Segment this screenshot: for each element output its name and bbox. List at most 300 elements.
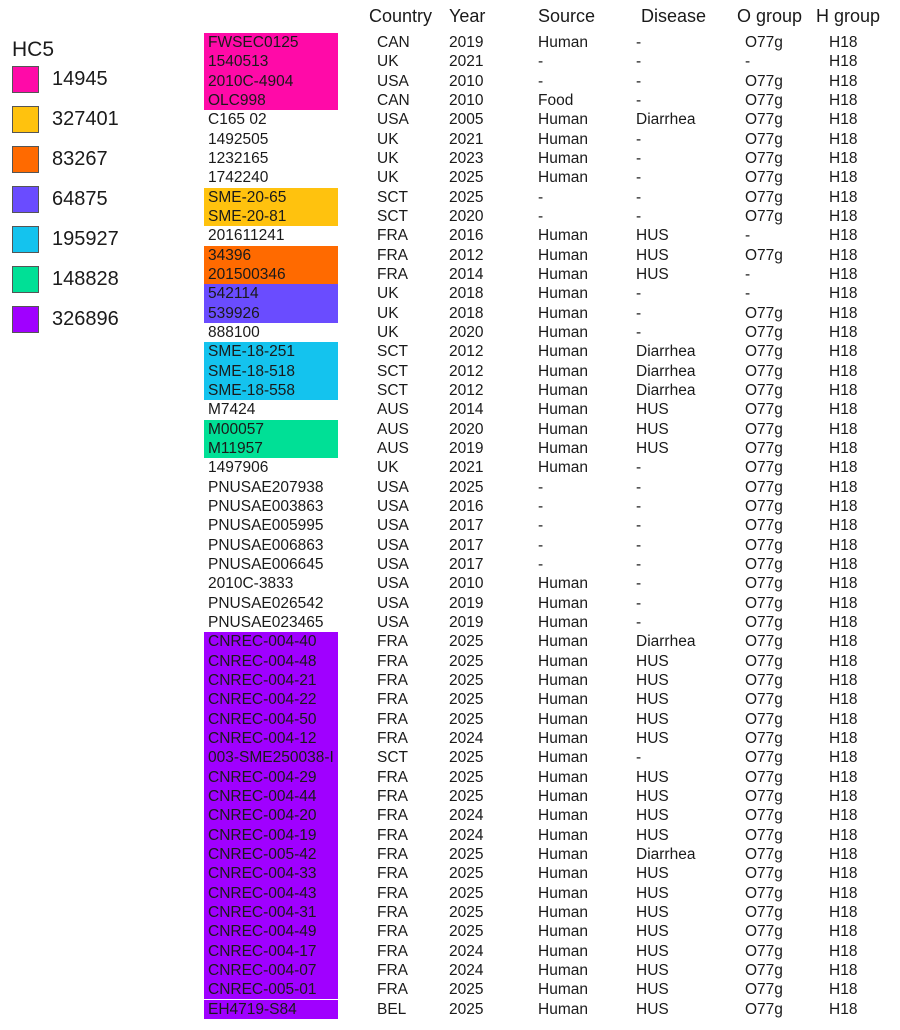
cell-hgroup: H18 [829,478,858,496]
cell-country: FRA [377,633,408,651]
table-row [0,72,900,91]
cell-source: Human [538,981,588,999]
cell-strain: CNREC-004-43 [204,884,338,903]
cell-disease: - [636,207,642,225]
table-row [0,149,900,168]
table-row [0,168,900,187]
cell-ogroup: O77g [745,613,783,631]
cell-source: Human [538,459,588,477]
cell-strain: 1492505 [208,130,269,148]
cell-disease: HUS [636,710,669,728]
cell-year: 2023 [449,149,484,167]
cell-country: USA [377,497,409,515]
cell-source: Human [538,265,588,283]
cell-source: Human [538,807,588,825]
cell-year: 2020 [449,207,484,225]
cell-hgroup: H18 [829,34,858,51]
table-row [0,226,900,245]
cell-strain: CNREC-004-20 [204,806,338,825]
table-row [0,516,900,535]
cell-source: - [538,555,544,573]
cell-strain: CNREC-004-22 [204,690,338,709]
cell-hgroup: H18 [829,439,858,457]
table-row [0,381,900,400]
table-row [0,265,900,284]
cell-source: Human [538,903,588,921]
cell-source: Human [538,401,588,419]
table-row [0,555,900,574]
legend-label: 83267 [52,148,108,170]
cell-country: USA [377,594,409,612]
cell-source: Human [538,729,588,747]
cell-ogroup: O77g [745,787,783,805]
cell-strain: PNUSAE023465 [208,613,324,631]
cell-strain: CNREC-004-48 [204,652,338,671]
cell-country: CAN [377,91,410,109]
cell-strain: CNREC-004-49 [204,922,338,941]
cell-strain: 1742240 [208,169,269,187]
cell-ogroup: O77g [745,362,783,380]
cell-source: - [538,207,544,225]
cell-ogroup: O77g [745,903,783,921]
cell-country: BEL [377,1000,407,1018]
table-row [0,420,900,439]
cell-country: FRA [377,884,408,902]
cell-hgroup: H18 [829,149,858,167]
cell-year: 2025 [449,787,484,805]
cell-hgroup: H18 [829,575,858,593]
cell-source: Human [538,246,588,264]
table-row [0,458,900,477]
cell-source: Human [538,420,588,438]
cell-year: 2024 [449,826,484,844]
cell-year: 2025 [449,169,484,187]
cell-country: FRA [377,671,408,689]
cell-hgroup: H18 [829,401,858,419]
cell-disease: - [636,149,642,167]
table-row [0,594,900,613]
cell-year: 2019 [449,439,484,457]
cell-year: 2012 [449,362,484,380]
legend-label: 327401 [52,108,119,130]
cell-hgroup: H18 [829,227,858,245]
header-source: Source [538,6,596,26]
cell-hgroup: H18 [829,884,858,902]
cell-disease: - [636,91,642,109]
cell-country: FRA [377,961,408,979]
cell-strain: CNREC-004-33 [204,864,338,883]
cell-country: FRA [377,807,408,825]
cell-year: 2020 [449,323,484,341]
cell-disease: Diarrhea [636,381,696,399]
cell-year: 2012 [449,381,484,399]
cell-hgroup: H18 [829,826,858,844]
cell-source: Human [538,130,588,148]
cell-strain: 539926 [204,304,338,323]
cell-country: UK [377,323,399,341]
cell-source: Human [538,227,588,245]
cell-source: Human [538,768,588,786]
cell-source: Human [538,285,588,303]
cell-source: Human [538,1000,588,1018]
cell-hgroup: H18 [829,169,858,187]
table-row [0,574,900,593]
cell-year: 2025 [449,981,484,999]
cell-ogroup: O77g [745,246,783,264]
cell-year: 2016 [449,497,484,515]
cell-ogroup: O77g [745,188,783,206]
cell-strain: CNREC-004-19 [204,826,338,845]
table-row [0,980,900,999]
cell-country: USA [377,575,409,593]
cell-hgroup: H18 [829,652,858,670]
cell-disease: HUS [636,923,669,941]
cell-ogroup: O77g [745,304,783,322]
cell-ogroup: O77g [745,91,783,109]
cell-disease: - [636,304,642,322]
cell-hgroup: H18 [829,536,858,554]
header-disease: Disease [641,6,707,26]
cell-disease: - [636,323,642,341]
header-country: Country [369,6,433,26]
cell-hgroup: H18 [829,323,858,341]
legend-label: 148828 [52,268,119,290]
cell-strain: 34396 [204,246,338,265]
cell-source: Human [538,787,588,805]
cell-strain: PNUSAE026542 [208,594,324,612]
cell-source: Human [538,826,588,844]
cell-country: FRA [377,845,408,863]
cell-source: Human [538,149,588,167]
cell-country: UK [377,304,399,322]
cell-hgroup: H18 [829,981,858,999]
cell-year: 2025 [449,845,484,863]
cell-ogroup: O77g [745,768,783,786]
cell-strain: C165 02 [208,111,267,129]
cell-strain: 1232165 [208,149,269,167]
table-row [0,439,900,458]
cell-disease: HUS [636,961,669,979]
cell-disease: HUS [636,826,669,844]
cell-year: 2021 [449,53,484,71]
cell-year: 2024 [449,807,484,825]
cell-source: - [538,536,544,554]
cell-country: SCT [377,749,408,767]
cell-disease: HUS [636,787,669,805]
cell-country: UK [377,169,399,187]
cell-disease: Diarrhea [636,343,696,361]
table-row [0,710,900,729]
cell-ogroup: O77g [745,884,783,902]
cell-ogroup: O77g [745,169,783,187]
cell-country: USA [377,555,409,573]
cell-disease: HUS [636,1000,669,1018]
cell-source: Human [538,710,588,728]
cell-strain: M11957 [204,439,338,458]
cell-year: 2019 [449,34,484,51]
cell-ogroup: O77g [745,323,783,341]
cell-disease: - [636,478,642,496]
cell-source: Food [538,91,574,109]
cell-disease: - [636,497,642,515]
cell-strain: CNREC-004-29 [204,768,338,787]
cell-strain: SME-18-558 [204,381,338,400]
cell-country: AUS [377,439,409,457]
cell-country: UK [377,285,399,303]
cell-ogroup: - [745,285,751,303]
cell-ogroup: O77g [745,671,783,689]
cell-hgroup: H18 [829,285,858,303]
cell-year: 2025 [449,633,484,651]
cell-ogroup: O77g [745,420,783,438]
cell-hgroup: H18 [829,91,858,109]
cell-year: 2017 [449,555,484,573]
cell-ogroup: O77g [745,478,783,496]
cell-hgroup: H18 [829,362,858,380]
cell-country: FRA [377,768,408,786]
cell-hgroup: H18 [829,594,858,612]
cell-disease: HUS [636,768,669,786]
cell-country: SCT [377,362,408,380]
cell-strain: CNREC-004-40 [204,632,338,651]
cell-country: FRA [377,265,408,283]
cell-year: 2025 [449,884,484,902]
table-row [0,652,900,671]
cell-ogroup: O77g [745,72,783,90]
cell-hgroup: H18 [829,517,858,535]
cell-strain: CNREC-004-12 [204,729,338,748]
cell-disease: - [636,188,642,206]
table-row [0,922,900,941]
cell-year: 2012 [449,343,484,361]
cell-ogroup: O77g [745,439,783,457]
cell-source: - [538,517,544,535]
cell-hgroup: H18 [829,381,858,399]
cell-ogroup: O77g [745,845,783,863]
cell-year: 2018 [449,304,484,322]
table-row [0,729,900,748]
cell-strain: 1497906 [208,459,269,477]
cell-source: Human [538,633,588,651]
cell-year: 2025 [449,923,484,941]
cell-disease: - [636,53,642,71]
cell-year: 2025 [449,749,484,767]
cell-disease: - [636,517,642,535]
cell-strain: CNREC-004-07 [204,961,338,980]
cell-year: 2021 [449,130,484,148]
table-row [0,845,900,864]
cell-disease: - [636,594,642,612]
cell-year: 2025 [449,478,484,496]
cell-country: USA [377,72,409,90]
cell-year: 2005 [449,111,484,129]
cell-disease: - [636,169,642,187]
cell-country: FRA [377,923,408,941]
cell-disease: HUS [636,942,669,960]
cell-hgroup: H18 [829,749,858,767]
cell-hgroup: H18 [829,188,858,206]
table-row [0,207,900,226]
cell-strain: SME-20-81 [204,207,338,226]
cell-disease: - [636,749,642,767]
cell-strain: M00057 [204,420,338,439]
cell-year: 2025 [449,903,484,921]
header-year: Year [449,6,486,26]
cell-hgroup: H18 [829,961,858,979]
cell-hgroup: H18 [829,865,858,883]
table-header [0,6,900,30]
cell-ogroup: O77g [745,729,783,747]
cell-source: Human [538,304,588,322]
cell-hgroup: H18 [829,729,858,747]
table-row [0,33,900,52]
cell-year: 2012 [449,246,484,264]
cell-country: FRA [377,942,408,960]
cell-disease: HUS [636,246,669,264]
cell-year: 2020 [449,420,484,438]
cell-disease: HUS [636,903,669,921]
cell-source: Human [538,923,588,941]
cell-source: Human [538,575,588,593]
cell-year: 2017 [449,536,484,554]
cell-disease: HUS [636,401,669,419]
table-row [0,942,900,961]
cell-hgroup: H18 [829,207,858,225]
cell-hgroup: H18 [829,710,858,728]
cell-country: SCT [377,343,408,361]
cell-country: AUS [377,401,409,419]
cell-country: FRA [377,903,408,921]
cell-hgroup: H18 [829,903,858,921]
cell-hgroup: H18 [829,845,858,863]
cell-strain: CNREC-005-42 [204,845,338,864]
cell-ogroup: O77g [745,749,783,767]
cell-disease: HUS [636,671,669,689]
cell-ogroup: O77g [745,381,783,399]
table-row [0,188,900,207]
table-row [0,497,900,516]
cell-disease: - [636,536,642,554]
table-row [0,787,900,806]
cell-hgroup: H18 [829,497,858,515]
cell-source: Human [538,845,588,863]
cell-hgroup: H18 [829,633,858,651]
cell-year: 2014 [449,265,484,283]
cell-hgroup: H18 [829,671,858,689]
cell-hgroup: H18 [829,72,858,90]
cell-year: 2019 [449,594,484,612]
cell-country: FRA [377,981,408,999]
cell-ogroup: O77g [745,536,783,554]
cell-ogroup: O77g [745,130,783,148]
cell-ogroup: O77g [745,710,783,728]
cell-year: 2025 [449,710,484,728]
cell-hgroup: H18 [829,420,858,438]
cell-source: Human [538,942,588,960]
cell-ogroup: O77g [745,497,783,515]
cell-strain: PNUSAE006863 [208,536,324,554]
cell-hgroup: H18 [829,343,858,361]
cell-ogroup: O77g [745,691,783,709]
table-row [0,91,900,110]
table-row [0,362,900,381]
table-row [0,748,900,767]
cell-disease: Diarrhea [636,362,696,380]
cell-ogroup: O77g [745,34,783,51]
cell-ogroup: O77g [745,575,783,593]
cell-disease: - [636,555,642,573]
cell-year: 2025 [449,188,484,206]
table-row [0,323,900,342]
cell-source: Human [538,594,588,612]
cell-disease: HUS [636,420,669,438]
cell-source: - [538,478,544,496]
table-row [0,884,900,903]
cell-strain: 201611241 [208,227,285,245]
cell-source: Human [538,652,588,670]
cell-strain: PNUSAE005995 [208,517,324,535]
cell-strain: 888100 [208,323,260,341]
table-row [0,613,900,632]
cell-country: FRA [377,710,408,728]
cell-strain: CNREC-004-21 [204,671,338,690]
cell-year: 2021 [449,459,484,477]
cell-country: FRA [377,865,408,883]
cell-disease: HUS [636,691,669,709]
cell-ogroup: O77g [745,981,783,999]
cell-country: FRA [377,729,408,747]
cell-source: Human [538,362,588,380]
cell-hgroup: H18 [829,111,858,129]
cell-disease: Diarrhea [636,633,696,651]
cell-hgroup: H18 [829,265,858,283]
table-row [0,864,900,883]
cell-source: - [538,188,544,206]
cell-year: 2025 [449,1000,484,1018]
table-row [0,671,900,690]
cell-year: 2024 [449,961,484,979]
cell-disease: - [636,285,642,303]
legend-label: 64875 [52,188,108,210]
cell-ogroup: - [745,265,751,283]
cell-year: 2018 [449,285,484,303]
cell-disease: HUS [636,865,669,883]
cell-disease: HUS [636,884,669,902]
cell-country: SCT [377,381,408,399]
cell-country: UK [377,459,399,477]
cell-ogroup: O77g [745,111,783,129]
cell-disease: - [636,34,642,51]
legend-label: 326896 [52,308,119,330]
cell-source: - [538,497,544,515]
cell-ogroup: O77g [745,459,783,477]
cell-hgroup: H18 [829,613,858,631]
cell-disease: HUS [636,652,669,670]
cell-source: Human [538,613,588,631]
table-row [0,536,900,555]
cell-year: 2025 [449,691,484,709]
cell-disease: HUS [636,227,669,245]
cell-country: FRA [377,246,408,264]
cell-hgroup: H18 [829,246,858,264]
cell-country: UK [377,53,399,71]
cell-year: 2025 [449,671,484,689]
cell-country: USA [377,517,409,535]
cell-source: Human [538,343,588,361]
cell-source: - [538,72,544,90]
table-row [0,1000,900,1019]
cell-strain: PNUSAE003863 [208,497,324,515]
